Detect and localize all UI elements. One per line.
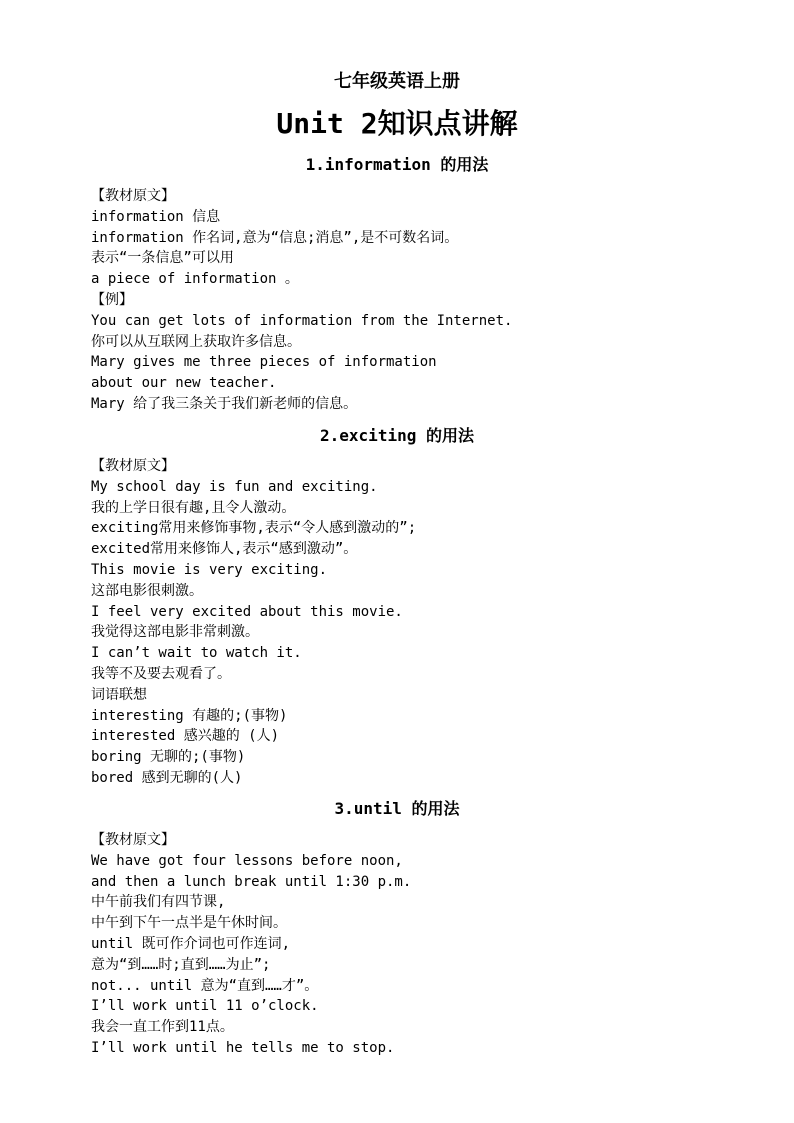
text-line: 我等不及要去观看了。 bbox=[91, 665, 231, 682]
text-line: information 信息 bbox=[91, 208, 221, 225]
text-line: Mary 给了我三条关于我们新老师的信息。 bbox=[91, 395, 358, 412]
text-line: My school day is fun and exciting. bbox=[91, 478, 378, 495]
text-line: I’ll work until 11 o’clock. bbox=[91, 998, 319, 1015]
section-body-exciting bbox=[91, 456, 731, 789]
text-line: Mary gives me three pieces of information bbox=[91, 354, 437, 371]
unit-title: Unit 2知识点讲解 bbox=[276, 107, 518, 140]
text-line: This movie is very exciting. bbox=[91, 561, 328, 578]
text-line: boring 无聊的;(事物) bbox=[91, 749, 246, 766]
section-heading-until: 3.until 的用法 bbox=[334, 799, 460, 818]
section-body-information bbox=[91, 186, 731, 415]
text-line: and then a lunch break until 1:30 p.m. bbox=[91, 873, 412, 890]
text-line: I can’t wait to watch it. bbox=[91, 645, 302, 662]
example-label: 【例】 bbox=[91, 291, 133, 308]
text-line: 我觉得这部电影非常刺激。 bbox=[91, 624, 259, 641]
text-line: 这部电影很刺激。 bbox=[91, 582, 203, 599]
text-line: 中午前我们有四节课, bbox=[91, 894, 226, 911]
section-body-until bbox=[91, 830, 731, 1059]
text-line: I’ll work until he tells me to stop. bbox=[91, 1039, 395, 1056]
section-heading-exciting: 2.exciting 的用法 bbox=[320, 426, 474, 445]
text-line: 中午到下午一点半是午休时间。 bbox=[91, 915, 287, 932]
text-line: interesting 有趣的;(事物) bbox=[91, 707, 288, 724]
text-line: excited常用来修饰人,表示“感到激动”。 bbox=[91, 541, 358, 558]
text-line: We have got four lessons before noon, bbox=[91, 852, 403, 869]
text-line: not... until 意为“直到……才”。 bbox=[91, 977, 319, 994]
text-line: 我的上学日很有趣,且令人激动。 bbox=[91, 499, 296, 516]
text-line: 表示“一条信息”可以用 bbox=[91, 250, 234, 267]
grade-title: 七年级英语上册 bbox=[334, 71, 460, 92]
text-line: You can get lots of information from the Internet. bbox=[91, 312, 513, 329]
text-line: a piece of information 。 bbox=[91, 271, 299, 288]
text-line: 我会一直工作到11点。 bbox=[91, 1019, 234, 1036]
text-line: information 作名词,意为“信息;消息”,是不可数名词。 bbox=[91, 229, 459, 246]
text-line: until 既可作介词也可作连词, bbox=[91, 935, 291, 952]
text-line: exciting常用来修饰事物,表示“令人感到激动的”; bbox=[91, 520, 417, 537]
source-text-label: 【教材原文】 bbox=[91, 458, 175, 474]
word-association-label: 词语联想 bbox=[91, 686, 147, 703]
source-text-label: 【教材原文】 bbox=[91, 832, 175, 848]
text-line: 意为“到……时;直到……为止”; bbox=[91, 956, 271, 973]
section-heading-information: 1.information 的用法 bbox=[305, 155, 489, 174]
text-line: about our new teacher. bbox=[91, 375, 277, 392]
text-line: 你可以从互联网上获取许多信息。 bbox=[91, 333, 301, 350]
text-line: interested 感兴趣的 (人) bbox=[91, 728, 280, 745]
source-text-label: 【教材原文】 bbox=[91, 188, 175, 204]
text-line: bored 感到无聊的(人) bbox=[91, 769, 243, 786]
text-line: I feel very excited about this movie. bbox=[91, 603, 403, 620]
